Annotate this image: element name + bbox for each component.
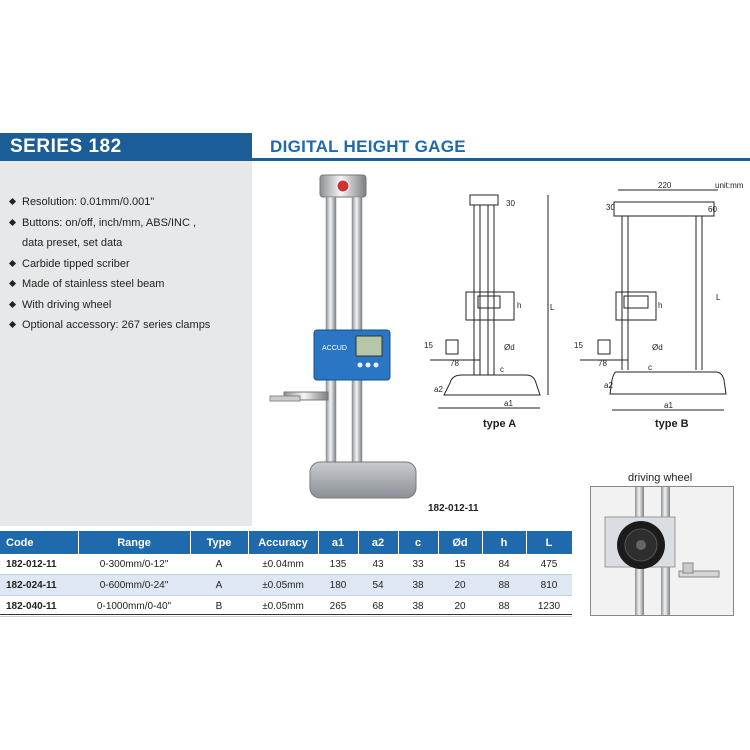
cell-l: 475: [526, 554, 572, 575]
cell-a1: 180: [318, 575, 358, 596]
cell-code: 182-012-11: [0, 554, 78, 575]
cell-h: 88: [482, 596, 526, 617]
dim-l: L: [550, 303, 555, 312]
cell-a1: 135: [318, 554, 358, 575]
photo-caption: 182-012-11: [428, 503, 479, 514]
col-header: c: [398, 531, 438, 554]
feature-item: Carbide tipped scriber: [8, 254, 248, 275]
table-row: [0, 575, 572, 596]
dim-h: h: [517, 301, 522, 310]
col-header: Type: [190, 531, 248, 554]
dim-15: 15: [574, 341, 583, 350]
cell-range: 0-1000mm/0-40": [78, 596, 190, 617]
cell-code: 182-040-11: [0, 596, 78, 617]
type-a-label: type A: [483, 418, 517, 430]
cell-d: 20: [438, 575, 482, 596]
unit-label: unit:mm: [715, 181, 744, 190]
dim-c: c: [500, 365, 504, 374]
bullet-icon: [9, 259, 16, 266]
col-header: a2: [358, 531, 398, 554]
bullet-icon: [9, 300, 16, 307]
type-b-label: type B: [655, 418, 689, 430]
cell-accuracy: ±0.05mm: [248, 575, 318, 596]
cell-code: 182-024-11: [0, 575, 78, 596]
dim-d: Ød: [504, 343, 515, 352]
dim-d: Ød: [652, 343, 663, 352]
header-rule: [0, 158, 750, 161]
driving-wheel-image: [591, 487, 733, 615]
dim-top2: 60: [708, 205, 717, 214]
dim-78: 78: [598, 359, 607, 368]
col-header: Range: [78, 531, 190, 554]
dim-h: h: [658, 301, 663, 310]
dim-top: 30: [506, 199, 515, 208]
cell-c: 38: [398, 596, 438, 617]
dim-a1: a1: [664, 401, 673, 410]
table-header-row: [0, 531, 572, 554]
cell-h: 84: [482, 554, 526, 575]
feature-list: [8, 192, 248, 336]
cell-l: 810: [526, 575, 572, 596]
driving-wheel-photo: [590, 486, 734, 616]
dim-c: c: [648, 363, 652, 372]
driving-wheel-title: driving wheel: [628, 472, 693, 484]
dim-top: 30: [606, 203, 615, 212]
cell-a2: 54: [358, 575, 398, 596]
feature-item: Optional accessory: 267 series clamps: [8, 315, 248, 336]
product-title: DIGITAL HEIGHT GAGE: [270, 137, 466, 156]
cell-type: A: [190, 554, 248, 575]
cell-type: B: [190, 596, 248, 617]
dim-15: 15: [424, 341, 433, 350]
col-header: a1: [318, 531, 358, 554]
cell-d: 15: [438, 554, 482, 575]
cell-l: 1230: [526, 596, 572, 617]
dim-78: 78: [450, 359, 459, 368]
spec-table: [0, 531, 573, 617]
table-row: [0, 554, 572, 575]
bullet-icon: [9, 218, 16, 225]
feature-item-continued: data preset, set data: [22, 237, 123, 249]
dim-a1: a1: [504, 399, 513, 408]
bullet-icon: [9, 321, 16, 328]
cell-a1: 265: [318, 596, 358, 617]
cell-c: 38: [398, 575, 438, 596]
brand-label: ACCUD: [322, 345, 347, 352]
col-header: Accuracy: [248, 531, 318, 554]
table-bottom-rule: [0, 614, 572, 615]
feature-item: Resolution: 0.01mm/0.001": [8, 192, 248, 213]
cell-c: 33: [398, 554, 438, 575]
cell-h: 88: [482, 575, 526, 596]
cell-type: A: [190, 575, 248, 596]
feature-item: With driving wheel: [8, 295, 248, 316]
cell-d: 20: [438, 596, 482, 617]
cell-range: 0-600mm/0-24": [78, 575, 190, 596]
feature-item: Buttons: on/off, inch/mm, ABS/INC ,: [8, 213, 248, 234]
cell-accuracy: ±0.05mm: [248, 596, 318, 617]
series-title: SERIES 182: [10, 136, 122, 157]
cell-range: 0-300mm/0-12": [78, 554, 190, 575]
col-header: h: [482, 531, 526, 554]
col-header: L: [526, 531, 572, 554]
drawing-type-a: [420, 190, 560, 415]
col-header: Ød: [438, 531, 482, 554]
col-header: Code: [0, 531, 78, 554]
dim-a2: a2: [604, 381, 613, 390]
cell-accuracy: ±0.04mm: [248, 554, 318, 575]
cell-a2: 68: [358, 596, 398, 617]
bullet-icon: [9, 280, 16, 287]
product-photo: [262, 170, 422, 510]
dim-width: 220: [658, 181, 672, 190]
bullet-icon: [9, 198, 16, 205]
drawing-type-b: [568, 180, 728, 415]
dim-l: L: [716, 293, 721, 302]
cell-a2: 43: [358, 554, 398, 575]
dim-a2: a2: [434, 385, 443, 394]
feature-item: Made of stainless steel beam: [8, 274, 248, 295]
